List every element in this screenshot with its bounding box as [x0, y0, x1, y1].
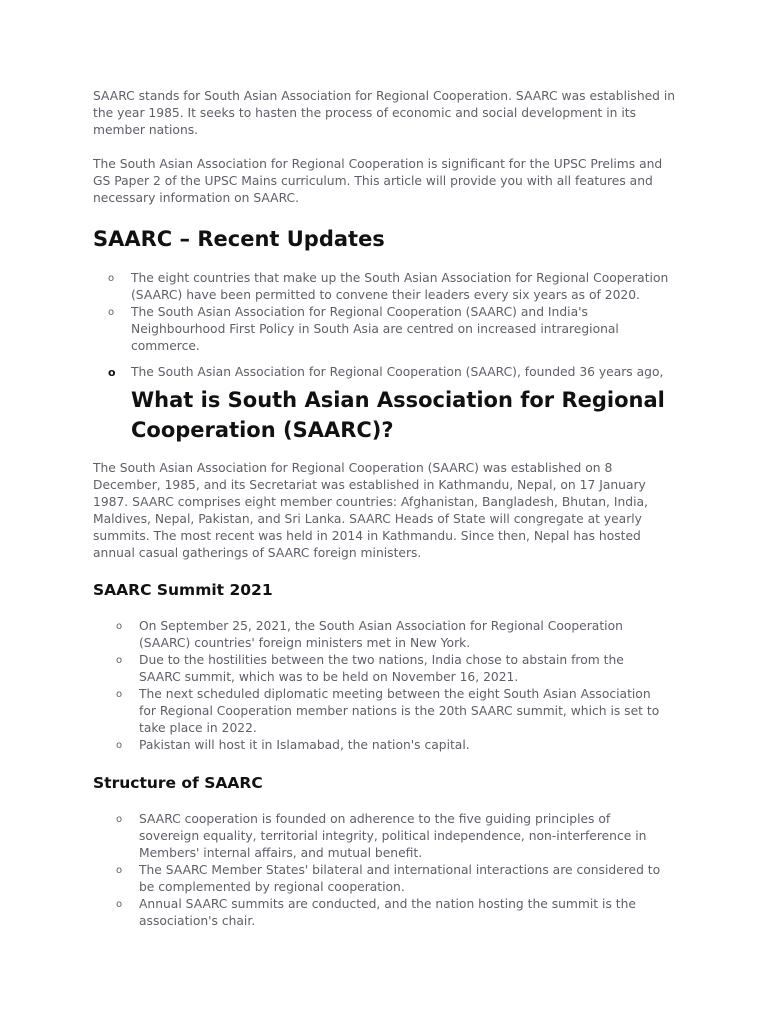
bullet-icon: o: [108, 273, 115, 284]
recent-updates-list: [108, 270, 671, 381]
bullet-icon: o: [116, 899, 123, 910]
list-item: [116, 737, 669, 754]
summit-2021-list: [116, 618, 669, 754]
list-item-text: The South Asian Association for Regional Cooperation (SAARC) and India's Neighbourhood First Policy in South Asia are centred on increased intraregional commerce.: [131, 305, 619, 353]
recent-updates-heading: SAARC – Recent Updates: [93, 227, 385, 251]
what-is-saarc-body: The South Asian Association for Regional Cooperation (SAARC) was established on 8 December, 1985, and its Secretariat was established in Kathmandu, Nepal, on 17 January 1987. SAARC comprises eight member countries: Afghanistan, Bangladesh, Bhutan, India, Maldives, Nepal, Pakistan, and Sri Lanka. SAARC Heads of State will congregate at yearly summits. The most recent was held in 2014 in Kathmandu. Since then, Nepal has hosted annual casual gatherings of SAARC foreign ministers.: [93, 461, 648, 560]
list-item: [108, 304, 671, 355]
bullet-icon: o: [116, 865, 123, 876]
summit-2021-heading: SAARC Summit 2021: [93, 581, 273, 599]
intro-paragraph-2: The South Asian Association for Regional Cooperation is significant for the UPSC Prelims and GS Paper 2 of the UPSC Mains curriculum. This article will provide you with all features and necessary information on SAARC.: [93, 157, 663, 205]
bullet-icon: o: [116, 689, 123, 700]
list-item: [116, 618, 669, 652]
list-item: [116, 896, 669, 930]
list-item: [108, 364, 671, 381]
list-item-text: Annual SAARC summits are conducted, and the nation hosting the summit is the association's chair.: [139, 897, 636, 928]
bullet-icon: o: [116, 814, 123, 825]
list-item: [116, 652, 669, 686]
list-item: [116, 686, 669, 737]
structure-list: [116, 811, 669, 930]
list-item-text: The eight countries that make up the South Asian Association for Regional Cooperation (SAARC) have been permitted to convene their leaders every six years as of 2020.: [131, 271, 669, 302]
list-item-text: The next scheduled diplomatic meeting between the eight South Asian Association for Regional Cooperation member nations is the 20th SAARC summit, which is set to take place in 2022.: [139, 687, 660, 735]
bullet-icon: o: [116, 655, 123, 666]
intro-paragraph-1: SAARC stands for South Asian Association for Regional Cooperation. SAARC was established in the year 1985. It seeks to hasten the process of economic and social development in its member nations.: [93, 89, 676, 137]
bullet-icon: o: [116, 740, 123, 751]
bullet-icon: o: [108, 366, 116, 379]
list-item: [116, 811, 669, 862]
bullet-icon: o: [108, 307, 115, 318]
list-item: [108, 270, 671, 304]
list-item-text: Pakistan will host it in Islamabad, the nation's capital.: [139, 738, 470, 752]
list-item: [116, 862, 669, 896]
structure-heading: Structure of SAARC: [93, 774, 263, 792]
list-item-text: Due to the hostilities between the two nations, India chose to abstain from the SAARC summit, which was to be held on November 16, 2021.: [139, 653, 624, 684]
what-is-saarc-heading: What is South Asian Association for Regional Cooperation (SAARC)?: [131, 388, 665, 442]
bullet-icon: o: [116, 621, 123, 632]
list-item-text: On September 25, 2021, the South Asian Association for Regional Cooperation (SAARC) countries' foreign ministers met in New York.: [139, 619, 623, 650]
list-item-text: The SAARC Member States' bilateral and international interactions are considered to be complemented by regional cooperation.: [139, 863, 661, 894]
list-item-text: The South Asian Association for Regional Cooperation (SAARC), founded 36 years ago,: [131, 365, 664, 379]
list-item-text: SAARC cooperation is founded on adherence to the five guiding principles of sovereign equality, territorial integrity, political independence, non-interference in Members' internal affairs, and mutual benefit.: [139, 812, 647, 860]
